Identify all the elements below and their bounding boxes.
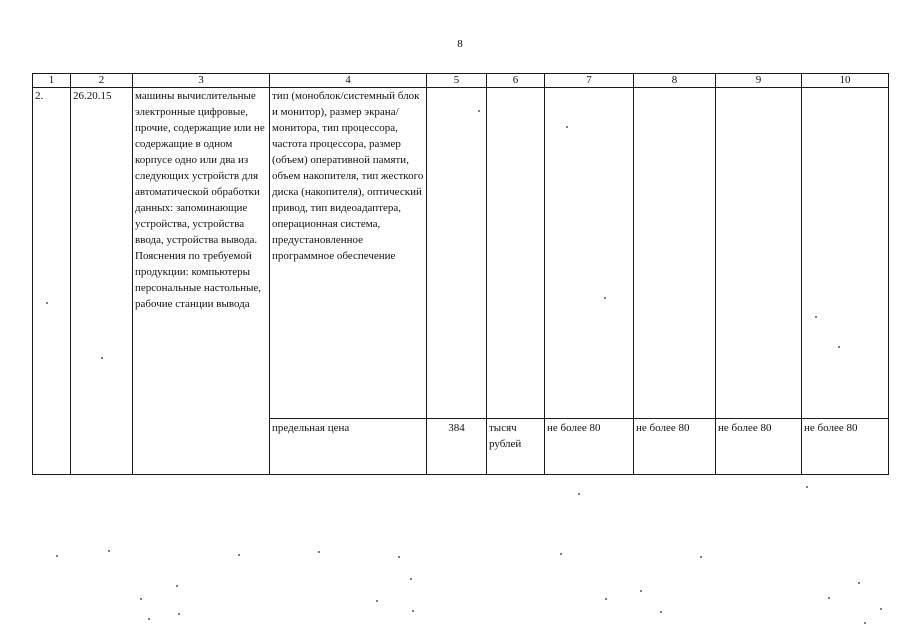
scan-speck (806, 486, 808, 488)
requirements-table (32, 73, 889, 475)
price-col8: не более 80 (634, 419, 716, 475)
scan-speck (410, 578, 412, 580)
price-col10: не более 80 (802, 419, 889, 475)
scan-speck (640, 590, 642, 592)
row-characteristics: тип (моноблок/системный блок и монитор), размер экрана/монитора, тип процессора, частота процессора, размер (объем) оперативной памяти, объем накопителя, тип жесткого диска (накопителя), оптический привод, тип видеоадаптера, операционная система, предустановленное программное обеспечение (270, 88, 427, 419)
scan-speck (566, 126, 568, 128)
header-cell: 9 (716, 74, 802, 88)
page-number: 8 (457, 38, 463, 50)
scan-speck (858, 582, 860, 584)
scan-speck (108, 550, 110, 552)
empty-cell (133, 419, 270, 475)
header-cell: 10 (802, 74, 889, 88)
row-code: 26.20.15 (71, 88, 133, 475)
header-cell: 7 (545, 74, 634, 88)
price-label: предельная цена (270, 419, 427, 475)
scan-speck (560, 553, 562, 555)
scan-speck (176, 585, 178, 587)
scan-speck (398, 556, 400, 558)
scan-speck (828, 597, 830, 599)
header-cell: 5 (427, 74, 487, 88)
empty-cell (802, 88, 889, 419)
price-col9: не более 80 (716, 419, 802, 475)
header-cell: 2 (71, 74, 133, 88)
scan-speck (478, 110, 480, 112)
row-index: 2. (33, 88, 71, 475)
empty-cell (634, 88, 716, 419)
scan-speck (700, 556, 702, 558)
scan-speck (318, 551, 320, 553)
price-col7: не более 80 (545, 419, 634, 475)
empty-cell (716, 88, 802, 419)
header-cell: 1 (33, 74, 71, 88)
empty-cell (545, 88, 634, 419)
header-cell: 6 (487, 74, 545, 88)
scan-speck (148, 618, 150, 620)
scan-speck (412, 610, 414, 612)
header-cell: 3 (133, 74, 270, 88)
price-code: 384 (427, 419, 487, 475)
scan-speck (238, 554, 240, 556)
scan-speck (56, 555, 58, 557)
scan-speck (578, 493, 580, 495)
scan-speck (605, 598, 607, 600)
scan-speck (660, 611, 662, 613)
row-description: машины вычислительные электронные цифровые, прочие, содержащие или не содержащие в одном корпусе одно или два из следующих устройств для автоматической обработки данных: запоминающие устройства, устройства ввода, устройства вывода. Пояснения по требуемой продукции: компьютеры персональные настольные, рабочие станции вывода (133, 88, 270, 419)
table-row (33, 419, 889, 475)
scan-speck (376, 600, 378, 602)
table-row (33, 88, 889, 419)
scan-speck (815, 316, 817, 318)
price-unit: тысяч рублей (487, 419, 545, 475)
scan-speck (880, 608, 882, 610)
table-header-row (33, 74, 889, 88)
scan-speck (140, 598, 142, 600)
scan-speck (604, 297, 606, 299)
empty-cell (427, 88, 487, 419)
header-cell: 4 (270, 74, 427, 88)
scan-speck (178, 613, 180, 615)
header-cell: 8 (634, 74, 716, 88)
empty-cell (487, 88, 545, 419)
scan-speck (46, 302, 48, 304)
scan-speck (838, 346, 840, 348)
scan-speck (864, 622, 866, 624)
scan-speck (101, 357, 103, 359)
